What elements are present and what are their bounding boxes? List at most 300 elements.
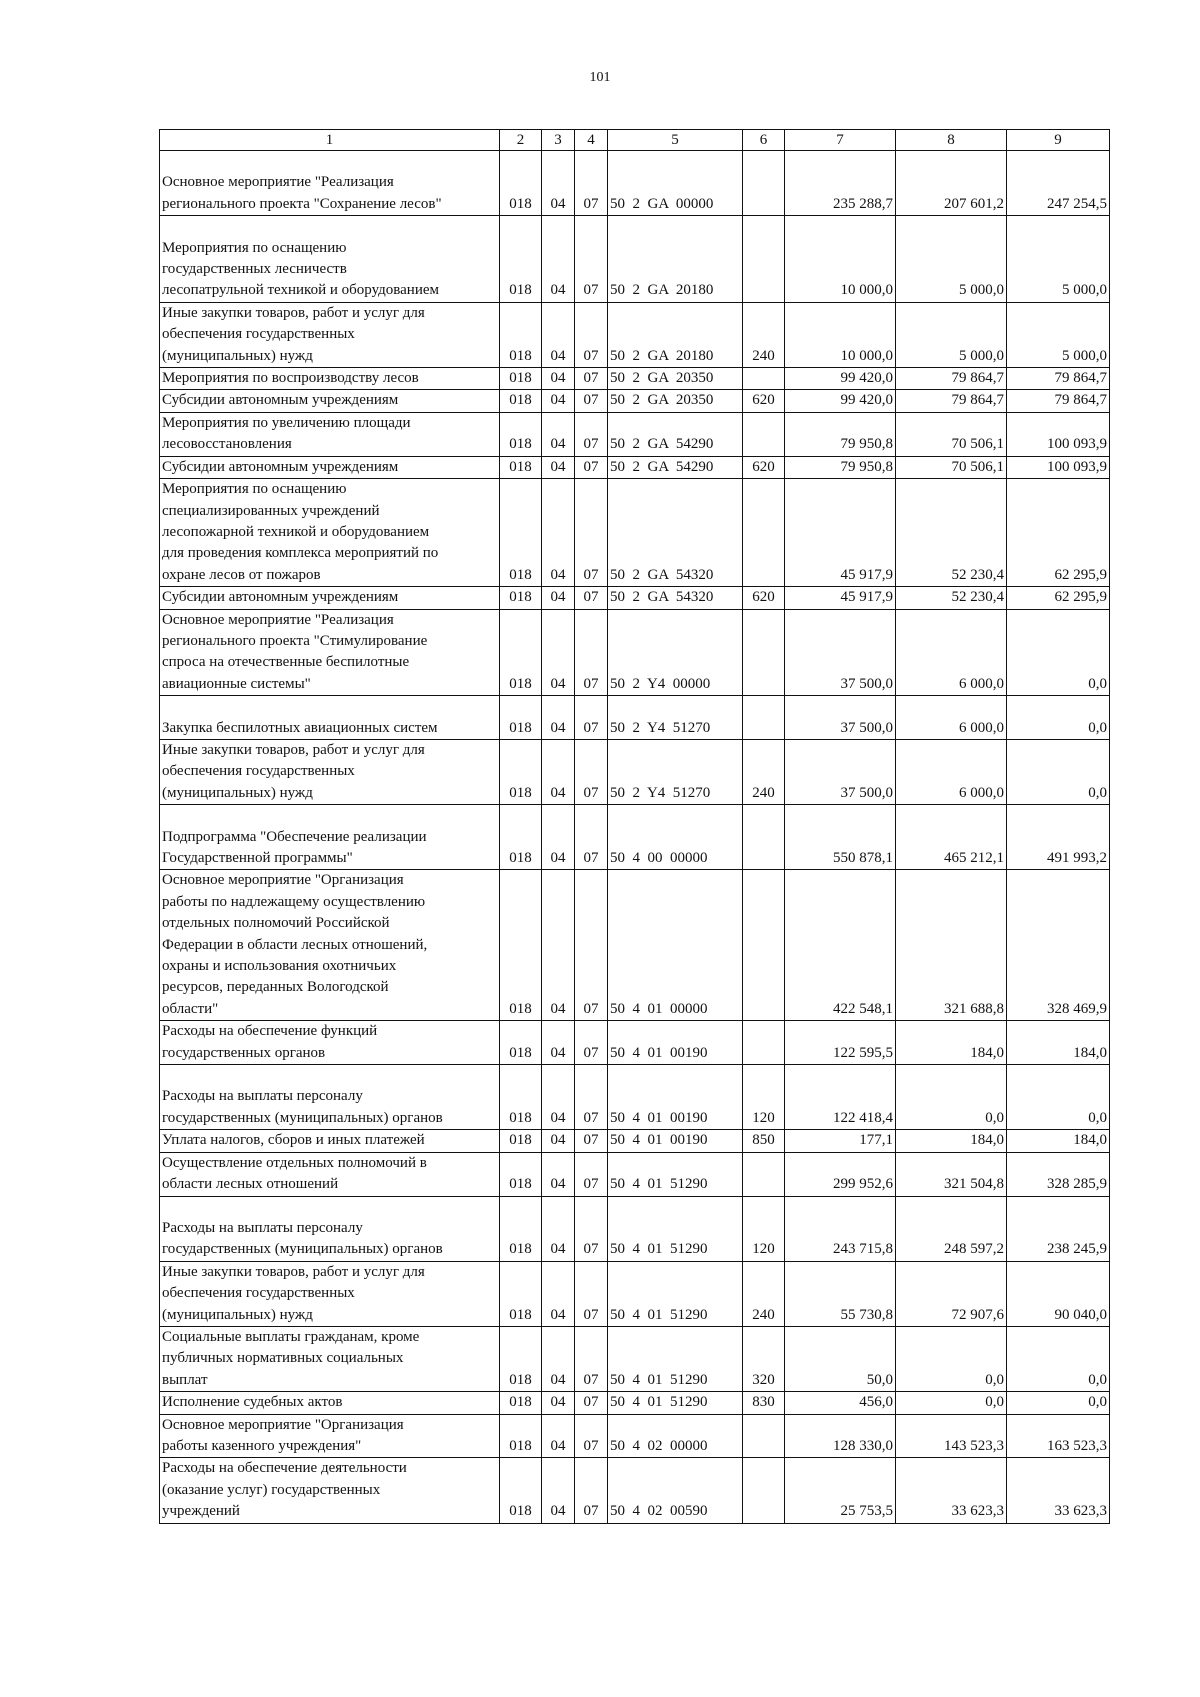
target-article-code: 50 4 01 51290 [608,1196,743,1261]
amount-year-3: 100 093,9 [1007,412,1110,456]
description-line: Социальные выплаты гражданам, кроме [162,1328,420,1345]
table-row [160,1065,1110,1130]
description-line: Иные закупки товаров, работ и услуг для [162,741,425,758]
description-line: спроса на отечественные беспилотные [162,654,410,671]
amount-year-1: 50,0 [785,1326,896,1391]
amount-year-1: 79 950,8 [785,456,896,478]
expense-type-code [743,696,785,740]
expense-type-code [743,1021,785,1065]
section-code: 04 [542,1326,575,1391]
row-description [160,609,500,696]
row-description [160,805,500,870]
amount-year-3: 5 000,0 [1007,216,1110,303]
ministry-code: 018 [500,1065,542,1130]
amount-year-3: 0,0 [1007,739,1110,804]
target-article-code: 50 2 GA 54290 [608,456,743,478]
row-description [160,739,500,804]
amount-year-2: 72 907,6 [896,1261,1007,1326]
amount-year-3: 79 864,7 [1007,390,1110,412]
subsection-code: 07 [575,390,608,412]
description-line: Мероприятия по воспроизводству лесов [162,370,419,387]
expense-type-code [743,151,785,216]
section-code: 04 [542,587,575,609]
ministry-code: 018 [500,479,542,587]
amount-year-3: 79 864,7 [1007,368,1110,390]
section-code: 04 [542,805,575,870]
target-article-code: 50 2 GA 54320 [608,587,743,609]
amount-year-2: 52 230,4 [896,479,1007,587]
target-article-code: 50 2 GA 20350 [608,390,743,412]
description-line: авиационные системы" [162,675,311,692]
table-row [160,609,1110,696]
table-row [160,1326,1110,1391]
header-cell: 9 [1007,130,1110,151]
table-row [160,302,1110,367]
table-row [160,151,1110,216]
ministry-code: 018 [500,1152,542,1196]
description-line: лесопатрульной техникой и оборудованием [162,282,440,299]
description-line: (муниципальных) нужд [162,347,313,364]
amount-year-3: 62 295,9 [1007,587,1110,609]
amount-year-1: 37 500,0 [785,739,896,804]
amount-year-1: 177,1 [785,1130,896,1152]
amount-year-2: 321 504,8 [896,1152,1007,1196]
row-description [160,1196,500,1261]
subsection-code: 07 [575,1152,608,1196]
expense-type-code [743,216,785,303]
section-code: 04 [542,151,575,216]
amount-year-3: 184,0 [1007,1021,1110,1065]
row-description [160,479,500,587]
amount-year-2: 52 230,4 [896,587,1007,609]
amount-year-3: 33 623,3 [1007,1458,1110,1523]
table-row [160,1021,1110,1065]
description-line: регионального проекта "Сохранение лесов" [162,195,442,212]
expense-type-code [743,479,785,587]
target-article-code: 50 2 GA 54320 [608,479,743,587]
amount-year-3: 184,0 [1007,1130,1110,1152]
row-description [160,1152,500,1196]
row-description [160,1130,500,1152]
amount-year-2: 465 212,1 [896,805,1007,870]
subsection-code: 07 [575,368,608,390]
ministry-code: 018 [500,870,542,1021]
amount-year-1: 37 500,0 [785,696,896,740]
target-article-code: 50 2 Y4 51270 [608,739,743,804]
expense-type-code: 120 [743,1065,785,1130]
ministry-code: 018 [500,609,542,696]
description-line: Основное мероприятие "Организация [162,1416,404,1433]
section-code: 04 [542,1261,575,1326]
header-cell: 6 [743,130,785,151]
row-description [160,151,500,216]
amount-year-2: 79 864,7 [896,390,1007,412]
ministry-code: 018 [500,368,542,390]
subsection-code: 07 [575,1326,608,1391]
amount-year-1: 122 418,4 [785,1065,896,1130]
amount-year-3: 62 295,9 [1007,479,1110,587]
section-code: 04 [542,1414,575,1458]
description-line: ресурсов, переданных Вологодской [162,979,389,996]
subsection-code: 07 [575,412,608,456]
row-description [160,870,500,1021]
section-code: 04 [542,1152,575,1196]
expense-type-code [743,609,785,696]
amount-year-3: 0,0 [1007,1392,1110,1414]
target-article-code: 50 4 01 00000 [608,870,743,1021]
header-cell: 4 [575,130,608,151]
subsection-code: 07 [575,1021,608,1065]
row-description [160,1458,500,1523]
subsection-code: 07 [575,479,608,587]
description-line: Основное мероприятие "Реализация [162,611,394,628]
section-code: 04 [542,1392,575,1414]
amount-year-1: 10 000,0 [785,216,896,303]
subsection-code: 07 [575,456,608,478]
description-line: Иные закупки товаров, работ и услуг для [162,304,425,321]
description-line: области" [162,1000,219,1017]
expense-type-code: 620 [743,456,785,478]
description-line [162,216,497,237]
section-code: 04 [542,696,575,740]
budget-table [159,129,1110,1524]
description-line: (муниципальных) нужд [162,784,313,801]
target-article-code: 50 4 00 00000 [608,805,743,870]
description-line: для проведения комплекса мероприятий по [162,545,439,562]
table-row [160,1152,1110,1196]
description-line: Уплата налогов, сборов и иных платежей [162,1132,425,1149]
table-row [160,368,1110,390]
amount-year-1: 37 500,0 [785,609,896,696]
expense-type-code [743,1414,785,1458]
expense-type-code: 240 [743,302,785,367]
amount-year-3: 328 469,9 [1007,870,1110,1021]
ministry-code: 018 [500,1326,542,1391]
amount-year-2: 33 623,3 [896,1458,1007,1523]
target-article-code: 50 2 GA 20180 [608,216,743,303]
ministry-code: 018 [500,1261,542,1326]
description-line: выплат [162,1371,208,1388]
amount-year-2: 79 864,7 [896,368,1007,390]
amount-year-3: 247 254,5 [1007,151,1110,216]
expense-type-code: 830 [743,1392,785,1414]
target-article-code: 50 4 01 51290 [608,1261,743,1326]
expense-type-code [743,368,785,390]
ministry-code: 018 [500,587,542,609]
description-line: Расходы на обеспечение функций [162,1023,378,1040]
ministry-code: 018 [500,1414,542,1458]
table-row [160,456,1110,478]
amount-year-1: 10 000,0 [785,302,896,367]
description-line: работы по надлежащему осуществлению [162,893,426,910]
target-article-code: 50 2 Y4 51270 [608,696,743,740]
description-line: Иные закупки товаров, работ и услуг для [162,1263,425,1280]
expense-type-code [743,1458,785,1523]
row-description [160,302,500,367]
row-description [160,216,500,303]
table-row [160,805,1110,870]
amount-year-2: 184,0 [896,1130,1007,1152]
amount-year-2: 0,0 [896,1326,1007,1391]
target-article-code: 50 4 02 00000 [608,1414,743,1458]
description-line [162,805,497,826]
amount-year-2: 0,0 [896,1392,1007,1414]
description-line: Расходы на обеспечение деятельности [162,1460,407,1477]
description-line: Осуществление отдельных полномочий в [162,1154,427,1171]
row-description [160,1021,500,1065]
subsection-code: 07 [575,1130,608,1152]
amount-year-1: 99 420,0 [785,390,896,412]
description-line: публичных нормативных социальных [162,1350,404,1367]
row-description [160,1261,500,1326]
row-description [160,1326,500,1391]
subsection-code: 07 [575,1065,608,1130]
section-code: 04 [542,1065,575,1130]
amount-year-2: 0,0 [896,1065,1007,1130]
amount-year-1: 55 730,8 [785,1261,896,1326]
amount-year-2: 143 523,3 [896,1414,1007,1458]
description-line: Расходы на выплаты персоналу [162,1088,363,1105]
target-article-code: 50 2 GA 54290 [608,412,743,456]
description-line: Основное мероприятие "Реализация [162,174,394,191]
description-line: учреждений [162,1503,240,1520]
ministry-code: 018 [500,1458,542,1523]
row-description [160,1414,500,1458]
target-article-code: 50 4 01 00190 [608,1130,743,1152]
amount-year-3: 238 245,9 [1007,1196,1110,1261]
expense-type-code: 240 [743,1261,785,1326]
amount-year-3: 100 093,9 [1007,456,1110,478]
row-description [160,1065,500,1130]
amount-year-2: 248 597,2 [896,1196,1007,1261]
section-code: 04 [542,609,575,696]
amount-year-2: 6 000,0 [896,609,1007,696]
description-line: Субсидии автономным учреждениям [162,458,399,475]
table-row [160,1261,1110,1326]
section-code: 04 [542,1196,575,1261]
subsection-code: 07 [575,587,608,609]
table-row [160,412,1110,456]
amount-year-1: 243 715,8 [785,1196,896,1261]
amount-year-3: 0,0 [1007,1326,1110,1391]
target-article-code: 50 2 GA 20180 [608,302,743,367]
section-code: 04 [542,1458,575,1523]
section-code: 04 [542,479,575,587]
subsection-code: 07 [575,870,608,1021]
table-row [160,587,1110,609]
expense-type-code: 620 [743,390,785,412]
subsection-code: 07 [575,1196,608,1261]
amount-year-1: 235 288,7 [785,151,896,216]
expense-type-code [743,412,785,456]
description-line: специализированных учреждений [162,502,380,519]
section-code: 04 [542,456,575,478]
amount-year-1: 456,0 [785,1392,896,1414]
table-row [160,1392,1110,1414]
target-article-code: 50 4 01 51290 [608,1392,743,1414]
amount-year-2: 5 000,0 [896,216,1007,303]
description-line: Закупка беспилотных авиационных систем [162,719,438,736]
section-code: 04 [542,739,575,804]
table-row [160,1414,1110,1458]
amount-year-1: 45 917,9 [785,587,896,609]
description-line: Мероприятия по оснащению [162,481,347,498]
description-line: лесовосстановления [162,436,292,453]
header-cell: 7 [785,130,896,151]
description-line: государственных лесничеств [162,261,347,278]
subsection-code: 07 [575,696,608,740]
amount-year-3: 90 040,0 [1007,1261,1110,1326]
header-cell: 5 [608,130,743,151]
description-line: Мероприятия по увеличению площади [162,414,411,431]
table-body [160,151,1110,1524]
description-line [162,1065,497,1086]
amount-year-1: 128 330,0 [785,1414,896,1458]
description-line: обеспечения государственных [162,1285,355,1302]
description-line: (муниципальных) нужд [162,1306,313,1323]
subsection-code: 07 [575,1261,608,1326]
subsection-code: 07 [575,302,608,367]
amount-year-2: 184,0 [896,1021,1007,1065]
table-row [160,1458,1110,1523]
section-code: 04 [542,1021,575,1065]
amount-year-3: 0,0 [1007,1065,1110,1130]
table-row [160,216,1110,303]
table-row [160,696,1110,740]
amount-year-1: 45 917,9 [785,479,896,587]
description-line: Расходы на выплаты персоналу [162,1219,363,1236]
target-article-code: 50 2 GA 20350 [608,368,743,390]
amount-year-2: 6 000,0 [896,696,1007,740]
ministry-code: 018 [500,151,542,216]
subsection-code: 07 [575,1458,608,1523]
expense-type-code: 850 [743,1130,785,1152]
description-line: обеспечения государственных [162,763,355,780]
amount-year-2: 321 688,8 [896,870,1007,1021]
amount-year-1: 25 753,5 [785,1458,896,1523]
ministry-code: 018 [500,456,542,478]
description-line: государственных (муниципальных) органов [162,1241,443,1258]
amount-year-3: 328 285,9 [1007,1152,1110,1196]
subsection-code: 07 [575,1414,608,1458]
amount-year-3: 0,0 [1007,696,1110,740]
description-line: Мероприятия по оснащению [162,239,347,256]
target-article-code: 50 2 GA 00000 [608,151,743,216]
description-line: области лесных отношений [162,1176,339,1193]
description-line: лесопожарной техникой и оборудованием [162,523,430,540]
ministry-code: 018 [500,412,542,456]
ministry-code: 018 [500,1196,542,1261]
ministry-code: 018 [500,739,542,804]
description-line: Основное мероприятие "Организация [162,872,404,889]
header-cell: 8 [896,130,1007,151]
ministry-code: 018 [500,302,542,367]
subsection-code: 07 [575,609,608,696]
table-row [160,390,1110,412]
description-line: Государственной программы" [162,850,353,866]
description-line [162,696,497,717]
target-article-code: 50 4 01 00190 [608,1065,743,1130]
section-code: 04 [542,302,575,367]
ministry-code: 018 [500,1392,542,1414]
header-cell: 3 [542,130,575,151]
section-code: 04 [542,412,575,456]
ministry-code: 018 [500,216,542,303]
row-description [160,456,500,478]
description-line: охраны и использования охотничьих [162,958,397,975]
row-description [160,696,500,740]
target-article-code: 50 2 Y4 00000 [608,609,743,696]
table-row [160,739,1110,804]
description-line: Субсидии автономным учреждениям [162,392,399,409]
description-line: отдельных полномочий Российской [162,915,390,932]
ministry-code: 018 [500,1130,542,1152]
description-line: (оказание услуг) государственных [162,1481,381,1498]
description-line [162,1197,497,1218]
amount-year-1: 422 548,1 [785,870,896,1021]
table-row [160,479,1110,587]
description-line: охране лесов от пожаров [162,566,321,583]
section-code: 04 [542,216,575,303]
row-description [160,390,500,412]
expense-type-code [743,805,785,870]
section-code: 04 [542,1130,575,1152]
expense-type-code: 120 [743,1196,785,1261]
subsection-code: 07 [575,151,608,216]
section-code: 04 [542,870,575,1021]
expense-type-code [743,1152,785,1196]
description-line: Подпрограмма "Обеспечение реализации [162,828,427,845]
section-code: 04 [542,390,575,412]
amount-year-1: 99 420,0 [785,368,896,390]
subsection-code: 07 [575,805,608,870]
description-line: Субсидии автономным учреждениям [162,589,399,606]
row-description [160,1392,500,1414]
amount-year-2: 5 000,0 [896,302,1007,367]
description-line: Федерации в области лесных отношений, [162,936,428,953]
description-line: регионального проекта "Стимулирование [162,632,428,649]
amount-year-3: 0,0 [1007,609,1110,696]
subsection-code: 07 [575,1392,608,1414]
amount-year-3: 163 523,3 [1007,1414,1110,1458]
subsection-code: 07 [575,739,608,804]
amount-year-1: 550 878,1 [785,805,896,870]
target-article-code: 50 4 01 51290 [608,1152,743,1196]
expense-type-code: 320 [743,1326,785,1391]
amount-year-1: 299 952,6 [785,1152,896,1196]
section-code: 04 [542,368,575,390]
amount-year-2: 6 000,0 [896,739,1007,804]
amount-year-2: 70 506,1 [896,412,1007,456]
expense-type-code: 620 [743,587,785,609]
amount-year-2: 207 601,2 [896,151,1007,216]
description-line [162,151,497,172]
header-row [160,130,1110,151]
header-cell: 2 [500,130,542,151]
header-cell: 1 [160,130,500,151]
ministry-code: 018 [500,390,542,412]
table-row [160,1196,1110,1261]
expense-type-code: 240 [743,739,785,804]
amount-year-1: 122 595,5 [785,1021,896,1065]
amount-year-3: 491 993,2 [1007,805,1110,870]
ministry-code: 018 [500,696,542,740]
row-description [160,587,500,609]
description-line: государственных (муниципальных) органов [162,1109,443,1126]
subsection-code: 07 [575,216,608,303]
description-line: работы казенного учреждения" [162,1437,362,1454]
table-row [160,870,1110,1021]
